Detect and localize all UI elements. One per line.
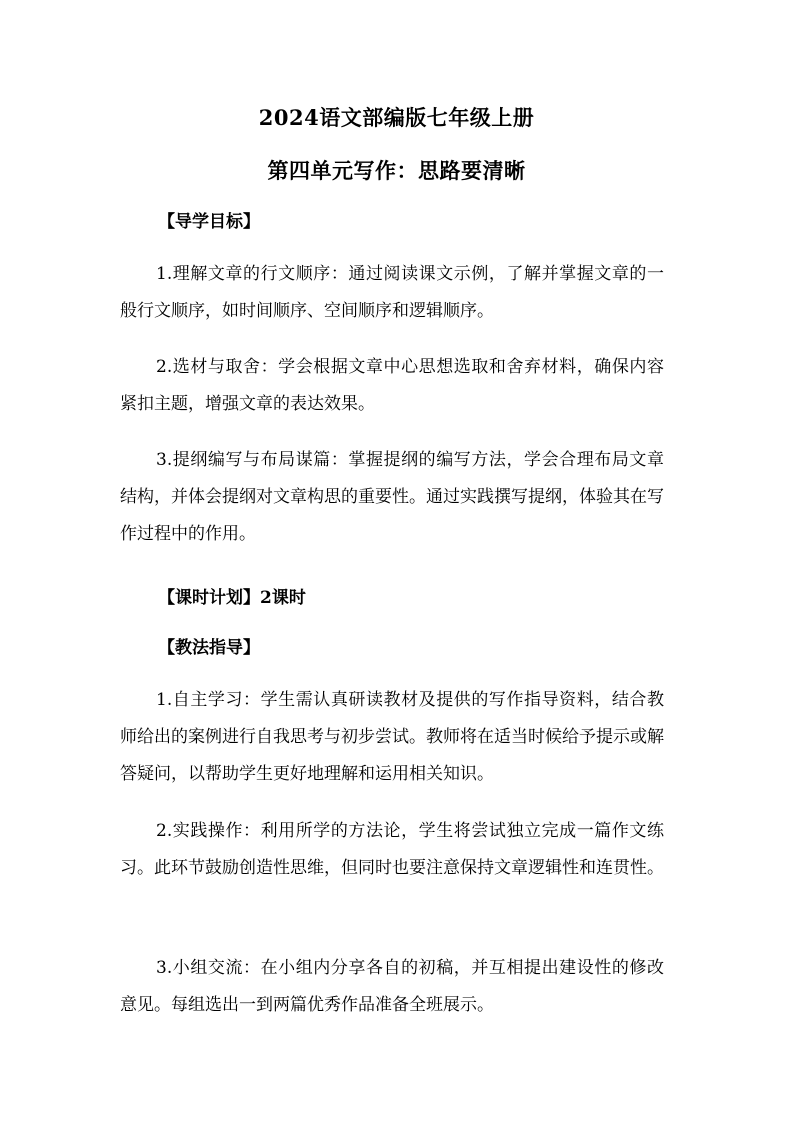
method-item-2: 2.实践操作：利用所学的方法论，学生将尝试独立完成一篇作文练习。此环节鼓励创造性思维，但同时也要注意保持文章逻辑性和连贯性。 — [120, 821, 664, 878]
section-heading-goals: 【导学目标】 — [158, 212, 260, 232]
method-item-1: 1.自主学习：学生需认真研读教材及提供的写作指导资料，结合教师给出的案例进行自我思考与初步尝试。教师将在适当时候给予提示或解答疑问，以帮助学生更好地理解和运用相关知识。 — [120, 690, 664, 784]
goal-item-3: 3.提纲编写与布局谋篇：掌握提纲的编写方法，学会合理布局文章结构，并体会提纲对文章构思的重要性。通过实践撰写提纲，体验其在写作过程中的作用。 — [120, 450, 664, 544]
section-heading-method: 【教法指导】 — [158, 638, 260, 658]
document-subtitle: 第四单元写作：思路要清晰 — [267, 158, 526, 183]
document-title: 2024语文部编版七年级上册 — [258, 105, 535, 130]
goal-item-2: 2.选材与取舍：学会根据文章中心思想选取和舍弃材料，确保内容紧扣主题，增强文章的表达效果。 — [120, 357, 664, 414]
goal-item-1: 1.理解文章的行文顺序：通过阅读课文示例，了解并掌握文章的一般行文顺序，如时间顺序、空间顺序和逻辑顺序。 — [120, 264, 664, 321]
method-item-3: 3.小组交流：在小组内分享各自的初稿，并互相提出建设性的修改意见。每组选出一到两篇优秀作品准备全班展示。 — [120, 958, 664, 1015]
section-heading-plan: 【课时计划】2课时 — [158, 588, 306, 608]
